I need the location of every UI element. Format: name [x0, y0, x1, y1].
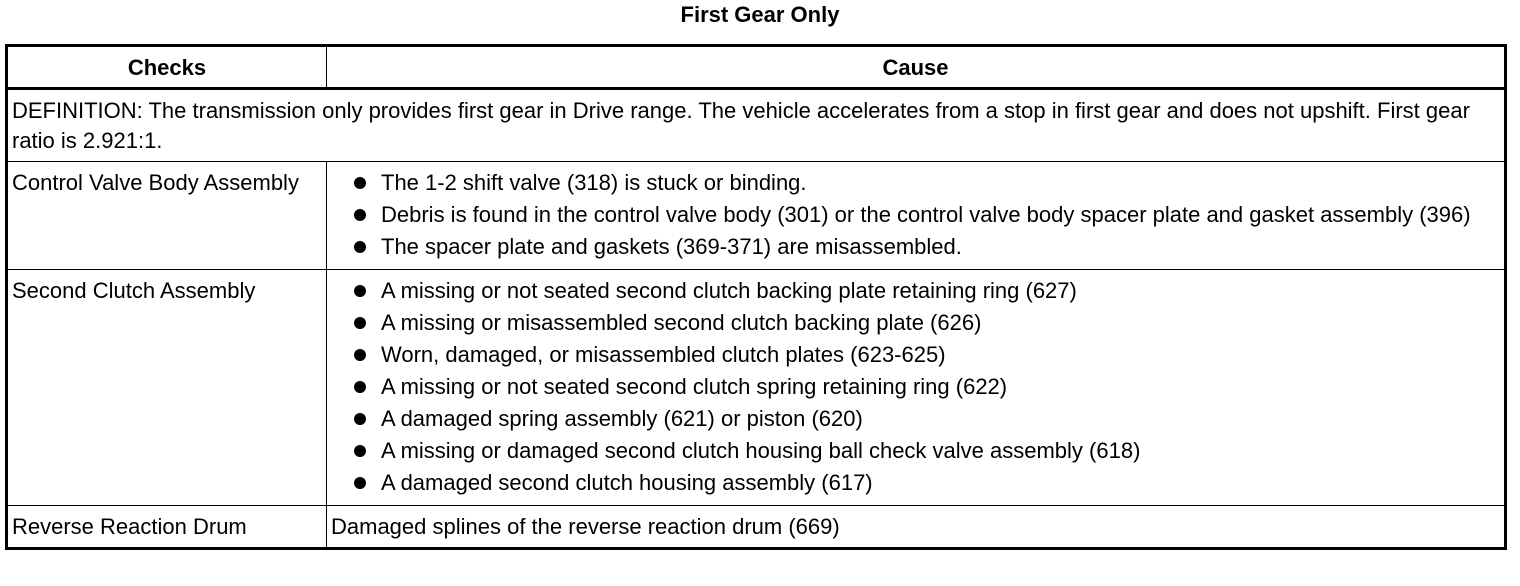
check-cell: Reverse Reaction Drum [7, 506, 327, 549]
definition-row [7, 89, 1506, 162]
cause-item: Debris is found in the control valve body (301) or the control valve body spacer plate and gasket assembly (396) [331, 200, 1500, 232]
table-row [7, 162, 1506, 270]
bullet-icon [354, 209, 366, 221]
bullet-icon [354, 241, 366, 253]
cause-item: A missing or not seated second clutch backing plate retaining ring (627) [331, 276, 1500, 308]
bullet-icon [354, 413, 366, 425]
bullet-icon [354, 285, 366, 297]
check-cell: Second Clutch Assembly [7, 270, 327, 506]
check-cell: Control Valve Body Assembly [7, 162, 327, 270]
cause-cell [327, 270, 1506, 506]
bullet-icon [354, 445, 366, 457]
table-row [7, 506, 1506, 549]
cause-item: The 1-2 shift valve (318) is stuck or binding. [331, 168, 1500, 200]
table-header-row [7, 46, 1506, 89]
cause-item: A missing or damaged second clutch housing ball check valve assembly (618) [331, 436, 1500, 468]
cause-item: A missing or not seated second clutch spring retaining ring (622) [331, 372, 1500, 404]
diagnostic-table [5, 44, 1507, 550]
column-header-cause: Cause [327, 46, 1506, 89]
cause-item: Worn, damaged, or misassembled clutch plates (623-625) [331, 340, 1500, 372]
cause-item: The spacer plate and gaskets (369-371) are misassembled. [331, 232, 1500, 264]
cause-cell [327, 162, 1506, 270]
bullet-icon [354, 177, 366, 189]
bullet-icon [354, 349, 366, 361]
table-row [7, 270, 1506, 506]
column-header-checks: Checks [7, 46, 327, 89]
cause-item: A damaged second clutch housing assembly (617) [331, 468, 1500, 500]
bullet-icon [354, 381, 366, 393]
cause-list [331, 168, 1500, 264]
bullet-icon [354, 477, 366, 489]
definition-text: DEFINITION: The transmission only provides first gear in Drive range. The vehicle accelerates from a stop in first gear and does not upshift. First gear ratio is 2.921:1. [7, 89, 1506, 162]
cause-list [331, 276, 1500, 500]
cause-cell: Damaged splines of the reverse reaction drum (669) [327, 506, 1506, 549]
cause-item: A damaged spring assembly (621) or piston (620) [331, 404, 1500, 436]
cause-item: A missing or misassembled second clutch backing plate (626) [331, 308, 1500, 340]
page-title: First Gear Only [680, 2, 840, 27]
bullet-icon [354, 317, 366, 329]
